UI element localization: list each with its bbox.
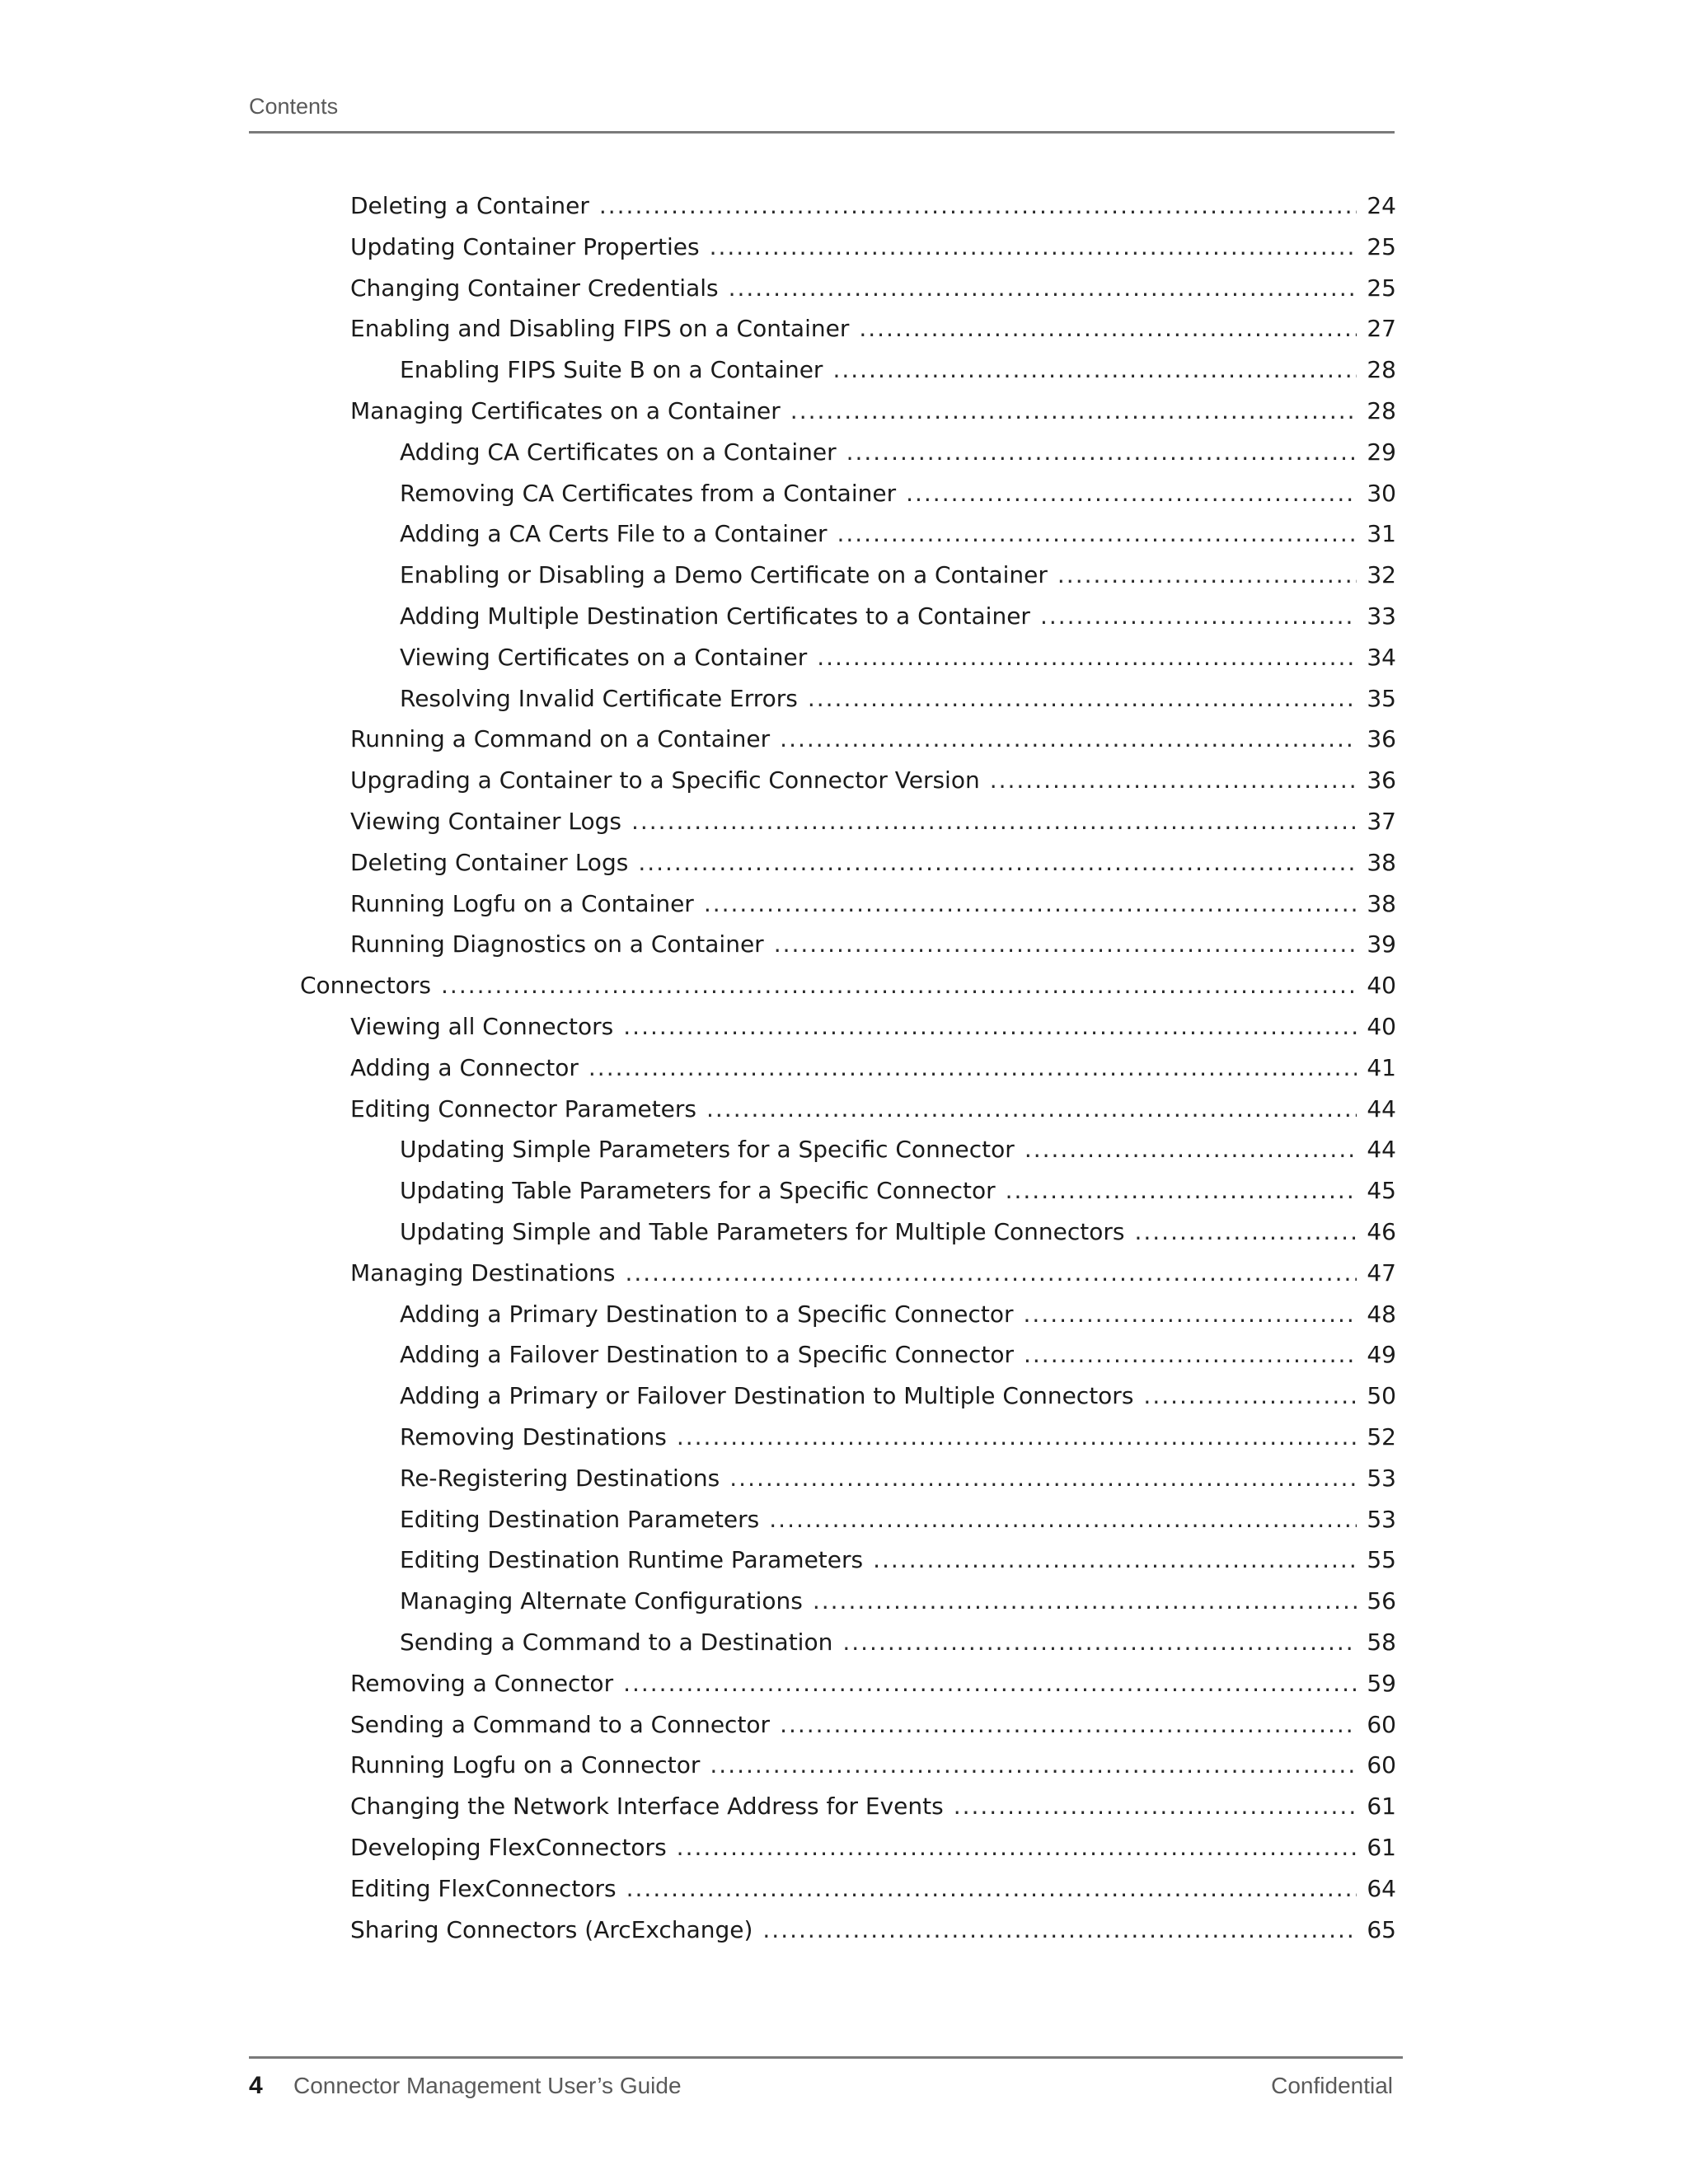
toc-entry-page-number: 61 bbox=[1367, 1834, 1396, 1861]
toc-entry-page-number: 53 bbox=[1367, 1465, 1396, 1492]
toc-entry[interactable] bbox=[400, 1585, 1396, 1626]
toc-dot-leader bbox=[813, 1585, 1357, 1618]
toc-entry[interactable] bbox=[350, 231, 1396, 272]
toc-dot-leader bbox=[710, 1749, 1357, 1782]
toc-entry[interactable] bbox=[400, 1338, 1396, 1380]
toc-entry-page-number: 35 bbox=[1367, 685, 1396, 712]
toc-entry-title: Managing Destinations bbox=[350, 1259, 616, 1286]
toc-dot-leader bbox=[954, 1790, 1357, 1823]
toc-dot-leader bbox=[859, 312, 1357, 345]
toc-entry-title: Adding Multiple Destination Certificates to a Container bbox=[400, 602, 1030, 630]
toc-entry-page-number: 47 bbox=[1367, 1259, 1396, 1286]
toc-entry-page-number: 46 bbox=[1367, 1218, 1396, 1245]
toc-entry-page-number: 37 bbox=[1367, 808, 1396, 835]
toc-entry-title: Changing the Network Interface Address for Events bbox=[350, 1793, 944, 1820]
toc-dot-leader bbox=[817, 641, 1357, 674]
toc-entry-page-number: 24 bbox=[1367, 192, 1396, 219]
toc-entry-title: Removing Destinations bbox=[400, 1423, 667, 1451]
toc-entry-page-number: 25 bbox=[1367, 233, 1396, 260]
toc-dot-leader bbox=[588, 1052, 1357, 1085]
toc-entry-page-number: 36 bbox=[1367, 766, 1396, 794]
toc-entry-title: Editing FlexConnectors bbox=[350, 1875, 617, 1902]
toc-entry[interactable] bbox=[350, 805, 1396, 846]
toc-entry[interactable] bbox=[300, 969, 1396, 1010]
toc-entry-title: Running Diagnostics on a Container bbox=[350, 930, 764, 958]
toc-dot-leader bbox=[729, 1462, 1357, 1495]
toc-entry[interactable] bbox=[350, 1872, 1396, 1914]
toc-entry-title: Managing Alternate Configurations bbox=[400, 1587, 803, 1615]
toc-entry-page-number: 48 bbox=[1367, 1301, 1396, 1328]
toc-entry-page-number: 30 bbox=[1367, 480, 1396, 507]
toc-entry-title: Upgrading a Container to a Specific Connector Version bbox=[350, 766, 980, 794]
footer-page-number: 4 bbox=[249, 2072, 263, 2099]
toc-dot-leader bbox=[832, 354, 1357, 387]
toc-entry-title: Enabling or Disabling a Demo Certificate on a Container bbox=[400, 561, 1048, 588]
toc-entry-title: Updating Table Parameters for a Specific Connector bbox=[400, 1177, 996, 1204]
toc-entry[interactable] bbox=[400, 1216, 1396, 1257]
toc-entry[interactable] bbox=[350, 312, 1396, 354]
toc-dot-leader bbox=[1025, 1133, 1357, 1166]
toc-entry-title: Sharing Connectors (ArcExchange) bbox=[350, 1916, 753, 1943]
toc-entry-page-number: 60 bbox=[1367, 1711, 1396, 1738]
toc-entry[interactable] bbox=[350, 1667, 1396, 1708]
toc-entry-title: Viewing Certificates on a Container bbox=[400, 644, 808, 671]
toc-dot-leader bbox=[774, 928, 1357, 961]
toc-entry-title: Connectors bbox=[300, 972, 432, 999]
toc-entry[interactable] bbox=[400, 1503, 1396, 1544]
toc-entry[interactable] bbox=[350, 928, 1396, 969]
toc-entry-title: Re-Registering Destinations bbox=[400, 1465, 720, 1492]
toc-entry-title: Viewing Container Logs bbox=[350, 808, 621, 835]
toc-entry[interactable] bbox=[400, 518, 1396, 559]
toc-entry[interactable] bbox=[350, 1257, 1396, 1298]
toc-entry-page-number: 45 bbox=[1367, 1177, 1396, 1204]
toc-entry[interactable] bbox=[350, 1010, 1396, 1052]
toc-entry-title: Developing FlexConnectors bbox=[350, 1834, 667, 1861]
toc-entry[interactable] bbox=[400, 477, 1396, 518]
toc-entry-page-number: 41 bbox=[1367, 1054, 1396, 1081]
toc-entry-title: Sending a Command to a Connector bbox=[350, 1711, 771, 1738]
toc-entry[interactable] bbox=[400, 682, 1396, 724]
toc-entry-title: Adding CA Certificates on a Container bbox=[400, 438, 837, 466]
toc-entry-page-number: 58 bbox=[1367, 1629, 1396, 1656]
toc-dot-leader bbox=[808, 682, 1357, 715]
toc-entry-page-number: 32 bbox=[1367, 561, 1396, 588]
toc-entry-page-number: 33 bbox=[1367, 602, 1396, 630]
toc-entry-title: Removing a Connector bbox=[350, 1670, 614, 1697]
toc-entry[interactable] bbox=[350, 1831, 1396, 1872]
toc-entry-page-number: 28 bbox=[1367, 397, 1396, 424]
toc-dot-leader bbox=[623, 1667, 1357, 1700]
toc-dot-leader bbox=[990, 764, 1357, 797]
toc-entry-title: Enabling and Disabling FIPS on a Container bbox=[350, 315, 850, 342]
toc-entry[interactable] bbox=[350, 1749, 1396, 1790]
toc-entry-page-number: 61 bbox=[1367, 1793, 1396, 1820]
toc-dot-leader bbox=[762, 1914, 1357, 1947]
toc-entry[interactable] bbox=[350, 1093, 1396, 1134]
toc-entry[interactable] bbox=[350, 190, 1396, 231]
toc-dot-leader bbox=[599, 190, 1357, 223]
toc-dot-leader bbox=[790, 395, 1357, 428]
toc-dot-leader bbox=[1143, 1380, 1357, 1413]
toc-entry-title: Adding a Primary Destination to a Specific Connector bbox=[400, 1301, 1014, 1328]
toc-dot-leader bbox=[441, 969, 1357, 1002]
toc-dot-leader bbox=[780, 1708, 1357, 1741]
toc-entry-page-number: 53 bbox=[1367, 1506, 1396, 1533]
toc-entry-title: Adding a Failover Destination to a Specific Connector bbox=[400, 1341, 1014, 1368]
toc-entry-page-number: 56 bbox=[1367, 1587, 1396, 1615]
toc-entry[interactable] bbox=[400, 1174, 1396, 1216]
toc-entry-title: Enabling FIPS Suite B on a Container bbox=[400, 356, 823, 383]
header-title: Contents bbox=[249, 94, 339, 119]
toc-dot-leader bbox=[677, 1421, 1357, 1454]
toc-entry-title: Managing Certificates on a Container bbox=[350, 397, 781, 424]
toc-entry[interactable] bbox=[400, 641, 1396, 682]
toc-entry[interactable] bbox=[400, 1626, 1396, 1667]
toc-entry-title: Sending a Command to a Destination bbox=[400, 1629, 833, 1656]
toc-dot-leader bbox=[631, 805, 1357, 838]
toc-entry-page-number: 59 bbox=[1367, 1670, 1396, 1697]
toc-entry-page-number: 49 bbox=[1367, 1341, 1396, 1368]
toc-dot-leader bbox=[1024, 1298, 1357, 1331]
footer-classification: Confidential bbox=[1271, 2073, 1393, 2098]
toc-entry-page-number: 40 bbox=[1367, 1013, 1396, 1040]
toc-entry-page-number: 65 bbox=[1367, 1916, 1396, 1943]
toc-dot-leader bbox=[729, 272, 1357, 305]
toc-dot-leader bbox=[710, 231, 1357, 264]
toc-entry[interactable] bbox=[350, 764, 1396, 805]
toc-entry-title: Removing CA Certificates from a Container bbox=[400, 480, 897, 507]
toc-entry[interactable] bbox=[400, 1544, 1396, 1585]
toc-entry[interactable] bbox=[400, 436, 1396, 477]
toc-entry-page-number: 64 bbox=[1367, 1875, 1396, 1902]
toc-dot-leader bbox=[677, 1831, 1357, 1864]
toc-entry-title: Adding a Connector bbox=[350, 1054, 579, 1081]
toc-entry-page-number: 39 bbox=[1367, 930, 1396, 958]
toc-entry[interactable] bbox=[400, 354, 1396, 395]
toc-entry[interactable] bbox=[350, 395, 1396, 436]
toc-entry-page-number: 44 bbox=[1367, 1136, 1396, 1163]
toc-entry[interactable] bbox=[400, 600, 1396, 641]
toc-entry-title: Updating Simple and Table Parameters for Multiple Connectors bbox=[400, 1218, 1125, 1245]
toc-entry-page-number: 55 bbox=[1367, 1546, 1396, 1573]
toc-entry-page-number: 52 bbox=[1367, 1423, 1396, 1451]
toc-dot-leader bbox=[906, 477, 1357, 510]
toc-entry-title: Adding a Primary or Failover Destination to Multiple Connectors bbox=[400, 1382, 1134, 1409]
toc-dot-leader bbox=[706, 1093, 1357, 1126]
toc-entry-title: Changing Container Credentials bbox=[350, 274, 719, 302]
toc-entry-title: Resolving Invalid Certificate Errors bbox=[400, 685, 798, 712]
toc-entry-page-number: 27 bbox=[1367, 315, 1396, 342]
toc-entry-page-number: 25 bbox=[1367, 274, 1396, 302]
toc-dot-leader bbox=[625, 1257, 1357, 1290]
toc-entry-title: Updating Simple Parameters for a Specific Connector bbox=[400, 1136, 1015, 1163]
toc-dot-leader bbox=[623, 1010, 1357, 1043]
toc-entry[interactable] bbox=[350, 1052, 1396, 1093]
toc-entry-page-number: 36 bbox=[1367, 725, 1396, 752]
toc-dot-leader bbox=[780, 723, 1357, 756]
toc-entry-page-number: 38 bbox=[1367, 890, 1396, 917]
toc-entry[interactable] bbox=[350, 888, 1396, 929]
toc-entry-page-number: 60 bbox=[1367, 1751, 1396, 1779]
toc-entry[interactable] bbox=[350, 1790, 1396, 1831]
toc-entry[interactable] bbox=[350, 723, 1396, 764]
page-footer bbox=[249, 2056, 1403, 2106]
toc-entry[interactable] bbox=[350, 1708, 1396, 1750]
toc-dot-leader bbox=[1057, 559, 1357, 592]
toc-entry-title: Running Logfu on a Container bbox=[350, 890, 694, 917]
toc-dot-leader bbox=[1134, 1216, 1357, 1249]
toc-dot-leader bbox=[1040, 600, 1357, 633]
toc-entry[interactable] bbox=[400, 559, 1396, 600]
toc-entry[interactable] bbox=[350, 272, 1396, 313]
toc-dot-leader bbox=[769, 1503, 1357, 1536]
toc-entry-page-number: 50 bbox=[1367, 1382, 1396, 1409]
toc-entry[interactable] bbox=[400, 1380, 1396, 1421]
toc-dot-leader bbox=[842, 1626, 1357, 1659]
toc-entry-title: Running a Command on a Container bbox=[350, 725, 771, 752]
toc-entry-title: Deleting a Container bbox=[350, 192, 589, 219]
toc-entry-page-number: 34 bbox=[1367, 644, 1396, 671]
toc-entry[interactable] bbox=[350, 846, 1396, 888]
toc-entry[interactable] bbox=[400, 1421, 1396, 1462]
toc-entry-title: Updating Container Properties bbox=[350, 233, 700, 260]
toc-entry-page-number: 28 bbox=[1367, 356, 1396, 383]
toc-entry-title: Deleting Container Logs bbox=[350, 849, 629, 876]
toc-entry[interactable] bbox=[400, 1133, 1396, 1174]
toc-entry-page-number: 38 bbox=[1367, 849, 1396, 876]
toc-entry[interactable] bbox=[350, 1914, 1396, 1955]
toc-entry-title: Viewing all Connectors bbox=[350, 1013, 614, 1040]
toc-entry-title: Adding a CA Certs File to a Container bbox=[400, 520, 828, 547]
toc-entry-page-number: 44 bbox=[1367, 1095, 1396, 1122]
toc-entry-page-number: 31 bbox=[1367, 520, 1396, 547]
toc-entry-title: Running Logfu on a Connector bbox=[350, 1751, 701, 1779]
toc-dot-leader bbox=[704, 888, 1357, 921]
toc-dot-leader bbox=[1024, 1338, 1357, 1371]
toc-entry-title: Editing Destination Runtime Parameters bbox=[400, 1546, 864, 1573]
toc-dot-leader bbox=[626, 1872, 1357, 1905]
toc-entry-page-number: 29 bbox=[1367, 438, 1396, 466]
toc-dot-leader bbox=[837, 518, 1357, 551]
footer-document-title: Connector Management User’s Guide bbox=[293, 2073, 682, 2098]
toc-entry-title: Editing Connector Parameters bbox=[350, 1095, 696, 1122]
toc-dot-leader bbox=[1006, 1174, 1357, 1207]
toc-dot-leader bbox=[638, 846, 1357, 879]
toc-dot-leader bbox=[846, 436, 1357, 469]
page-header bbox=[249, 94, 1395, 134]
toc-dot-leader bbox=[873, 1544, 1357, 1577]
toc-entry-title: Editing Destination Parameters bbox=[400, 1506, 760, 1533]
toc-entry[interactable] bbox=[400, 1462, 1396, 1503]
toc-entry-page-number: 40 bbox=[1367, 972, 1396, 999]
toc-entry[interactable] bbox=[400, 1298, 1396, 1339]
